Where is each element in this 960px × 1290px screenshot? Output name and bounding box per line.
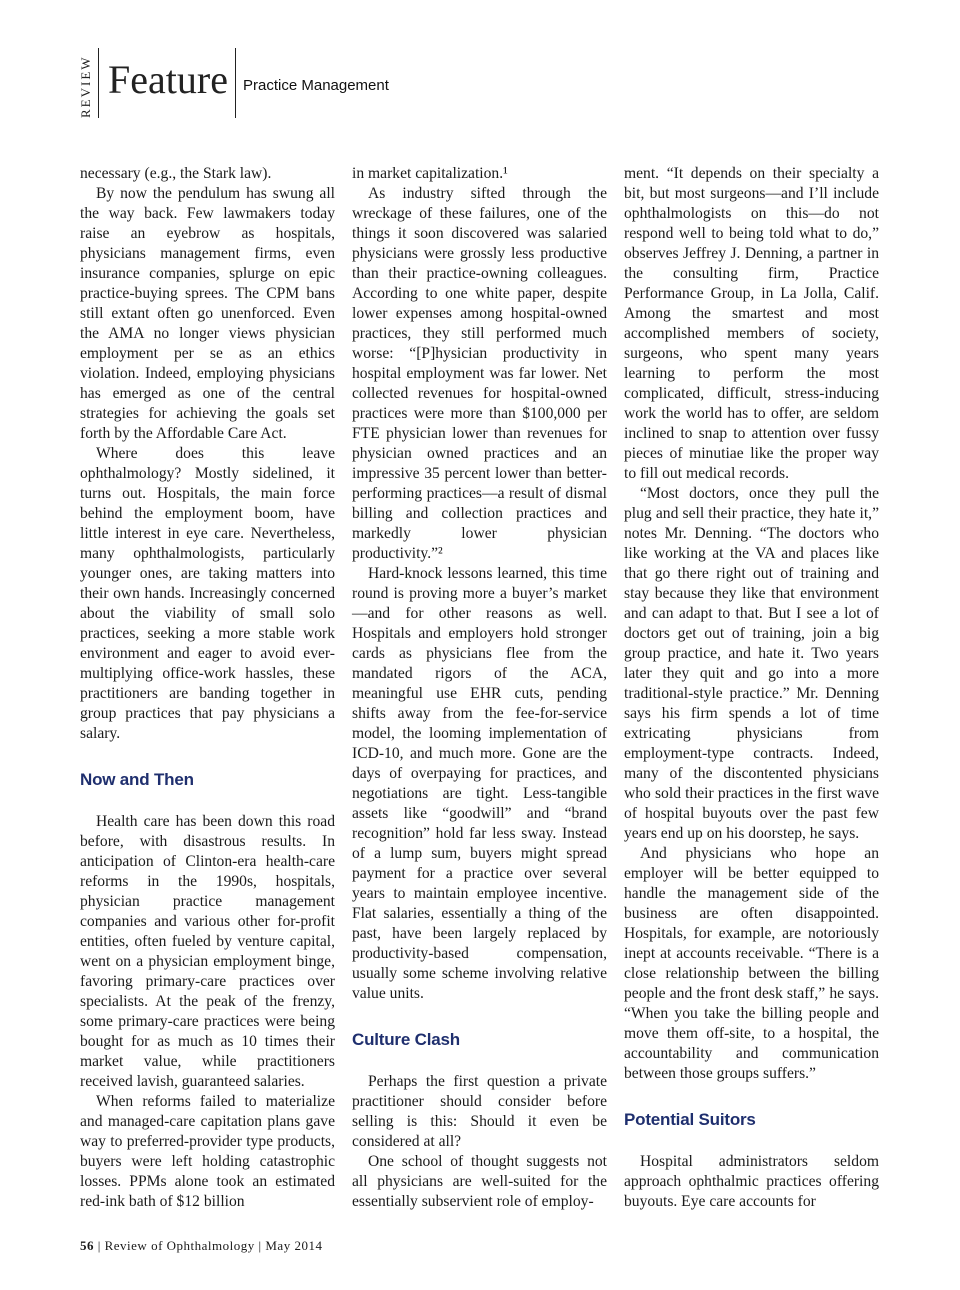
article-column-2 (352, 164, 607, 1212)
paragraph: necessary (e.g., the Stark law). (80, 165, 272, 182)
paragraph: Hospital administrators seldom approach ophthalmic practices offering buyouts. Eye care accounts for (624, 1153, 879, 1210)
paragraph: Health care has been down this road before, with disastrous results. In anticipation of Clinton-era health-care reforms in the 1990s, hospitals, physician practice management companies and various other for-profit entities, often fueled by venture capital, went on a physician employment binge, favoring primary-care practices over specialists. At the peak of the frenzy, some primary-care practices were being bought for as much as 10 times their market value, while practitioners received lavish, guaranteed salaries. (80, 813, 335, 1090)
header-divider-right (235, 48, 236, 118)
publication-name: Review of Ophthalmology (104, 1238, 255, 1253)
article-column-1 (80, 164, 335, 1212)
paragraph: When reforms failed to materialize and managed-care capitation plans gave way to preferred-provider type products, buyers were left holding catastrophic losses. PPMs alone took an estimated red-ink bath of $12 billion (80, 1093, 335, 1210)
paragraph: Where does this leave ophthalmology? Mostly sidelined, it turns out. Hospitals, the main force behind the employment boom, have little interest in eye care. Nevertheless, many ophthalmologists, particularly younger ones, are taking matters into their own hands. Increasingly concerned about the viability of small solo practices, seeking a more stable work environment and eager to avoid ever-multiplying office-work hassles, these practitioners are banding together in group practices that pay physicians a salary. (80, 445, 335, 742)
issue-date: May 2014 (265, 1238, 323, 1253)
header-divider-left (98, 48, 99, 118)
paragraph: “Most doctors, once they pull the plug and sell their practice, they hate it,” notes Mr. Denning. “The doctors who like working at the VA and places like that go there right out of training and stay because they like that environment and can adapt to that. But I see a lot of doctors get out of training, join a big group practice, and hate it. Two years later they quit and go into a more traditional-style practice.” Mr. Denning says his firm spends a lot of time extricating physicians from employment-type contracts. Indeed, many of the discontented physicians who sold their practices in the first wave of hospital buyouts over the past few years end up on his doorstep, he says. (624, 485, 879, 842)
paragraph: As industry sifted through the wreckage of these failures, one of the things it soon discovered was salaried physicians were grossly less productive than their practice-owning colleagues. According to one white paper, despite lower expenses among hospital-owned practices, they still performed much worse: “[P]hysician productivity in hospital employment was far lower. Net collected revenues for hospital-owned practices were more than $100,000 per FTE physician lower than revenues for physician owned practices and an impressive 35 percent lower than better-performing practices—a result of dismal billing and collection practices and markedly lower physician productivity.”² (352, 185, 607, 562)
paragraph: By now the pendulum has swung all the way back. Few lawmakers today raise an eyebrow as hospitals, physicians management firms, even insurance companies, splurge on epic practice-buying sprees. The CPM bans still extant often go unenforced. Even the AMA no longer views physician employment per se as an ethics violation. Indeed, employing physicians has emerged as one of the central strategies for achieving the goals set forth by the Affordable Care Act. (80, 185, 335, 442)
paragraph: Perhaps the first question a private practitioner should consider before selling is this: Should it even be considered at all? (352, 1073, 607, 1150)
paragraph: Hard-knock lessons learned, this time round is proving more a buyer’s market—and for other reasons as well. Hospitals and employers hold stronger cards as physicians flee from the mandated rigors of the ACA, meaningful use EHR cuts, pending shifts away from the fee-for-service model, the looming implementation of ICD-10, and much more. Gone are the days of overpaying for practices, and negotiations are tight. Less-tangible assets like “goodwill” and “brand recognition” hold far less sway. Instead of a lump sum, buyers might spread payment for a practice over several years to maintain employee incentive. Flat salaries, essentially a thing of the past, have been largely replaced by productivity-based compensation, usually some scheme involving relative value units. (352, 565, 607, 1002)
page-number: 56 (80, 1238, 94, 1253)
footer-separator: | (97, 1238, 101, 1253)
paragraph: One school of thought suggests not all physicians are well-suited for the essentially subservient role of employ- (352, 1153, 607, 1210)
subheading-culture-clash: Culture Clash (352, 1030, 460, 1049)
paragraph: And physicians who hope an employer will be better equipped to handle the management side of the business are often disappointed. Hospitals, for example, are notoriously inept at accounts receivable. “There is a close relationship between the billing people and the front desk staff,” he says. “When you take the billing people and move them off-site, to a hospital, the accountability and communication between those groups suffers.” (624, 845, 879, 1082)
subheading-potential-suitors: Potential Suitors (624, 1110, 756, 1129)
review-vertical-label: REVIEW (78, 55, 93, 118)
paragraph: in market capitalization.¹ (352, 165, 508, 182)
subheading-now-and-then: Now and Then (80, 770, 194, 789)
feature-title: Feature (108, 57, 228, 102)
article-column-3 (624, 164, 879, 1212)
section-label: Practice Management (243, 77, 389, 94)
footer-separator: | (258, 1238, 262, 1253)
page-footer (80, 1238, 322, 1254)
paragraph: ment. “It depends on their specialty a bit, but most surgeons—and I’ll include ophthalmologists on this—do not respond well to being told what to do,” observes Jeffrey J. Denning, a partner in the consulting firm, Practice Performance Group, in La Jolla, Calif. Among the smartest and most accomplished members of society, surgeons, who spent many years learning to perform the most complicated, difficult, stress-inducing work the world has to offer, are seldom inclined to snap to attention over fussy pieces of minutiae like the proper way to fill out medical records. (624, 165, 879, 482)
